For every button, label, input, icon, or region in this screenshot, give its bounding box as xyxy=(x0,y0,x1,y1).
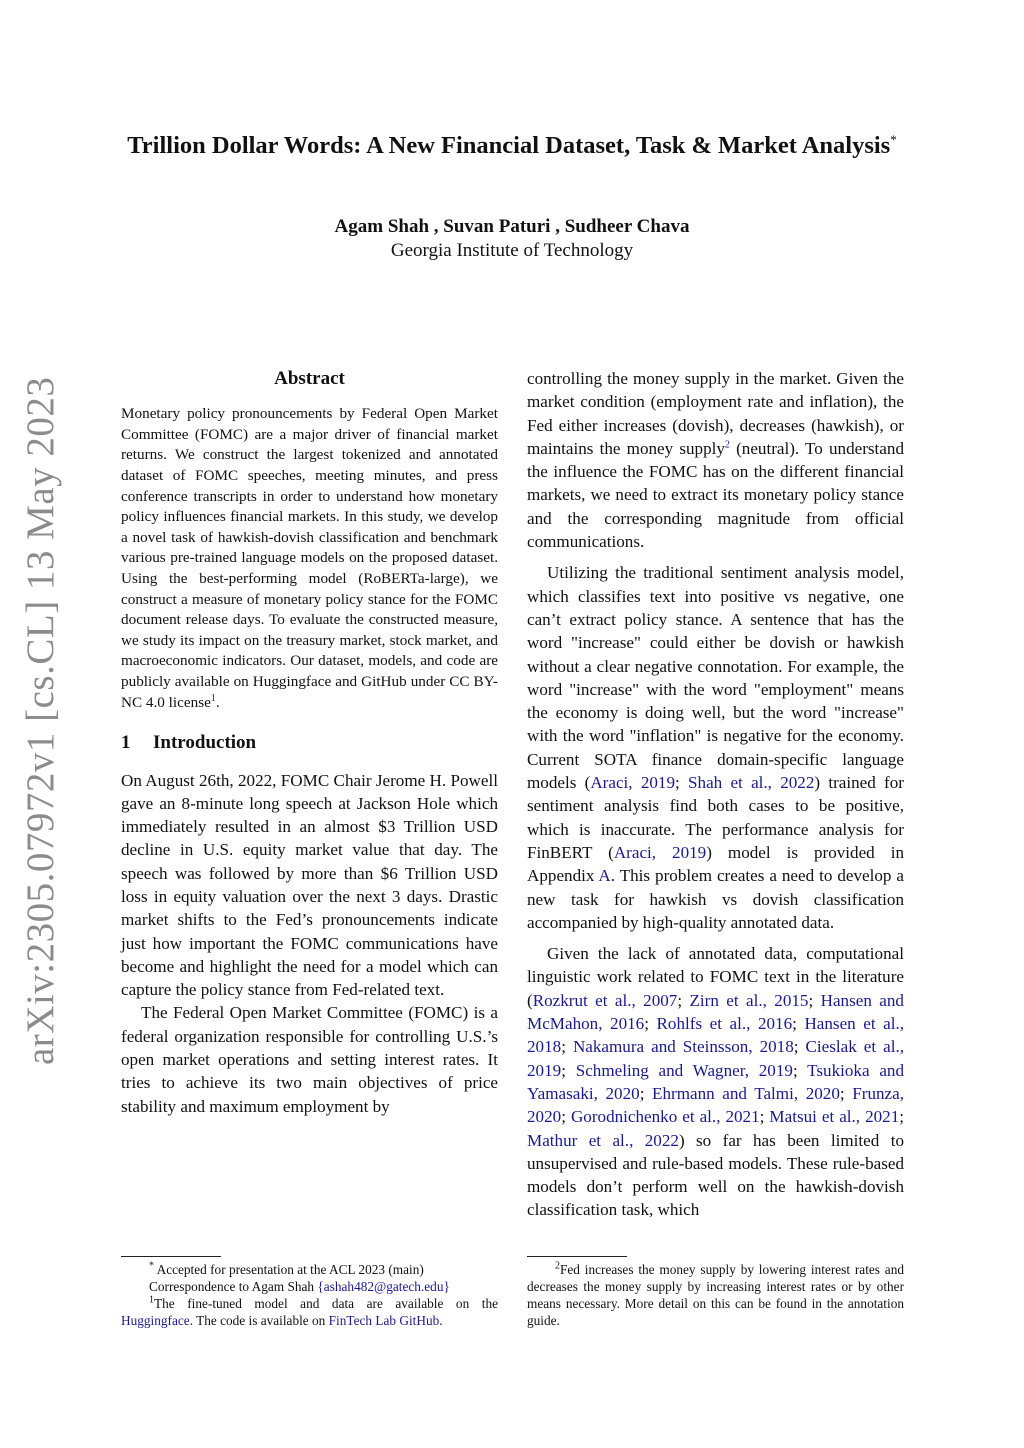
abstract-heading: Abstract xyxy=(274,368,345,389)
citation-link[interactable]: Zirn et al., 2015 xyxy=(689,990,809,1010)
footnote-rule xyxy=(527,1256,627,1257)
abstract-end: . xyxy=(215,693,220,711)
citation-link[interactable]: Rozkrut et al., 2007 xyxy=(532,990,678,1010)
text-span: controlling the money supply in the market. Given the market condition (employment rate and inflation), the Fed either increases (dovish), decreases (hawkish), or maintains the money supply xyxy=(527,369,904,458)
right-paragraph-1 xyxy=(527,367,904,553)
footnotes-right xyxy=(527,1256,904,1329)
citation-link[interactable]: Shah et al., 2022 xyxy=(688,773,815,793)
footnote-rule xyxy=(121,1256,221,1257)
title-footnote-mark: * xyxy=(890,131,897,147)
footnote-mark: 2 xyxy=(555,1260,560,1272)
intro-paragraph-1: On August 26th, 2022, FOMC Chair Jerome H. Powell gave an 8-minute long speech at Jackson Hole which immediately resulted in an almost $3 Trillion USD decline in U.S. equity market value that day. The speech was followed by more than $6 Trillion USD loss in equity valuation over the next 3 days. Drastic market shifts to the Fed’s pronouncements indicate just how important the FOMC communications have become and highlight the need for a model which can capture the policy stance from Fed-related text. xyxy=(121,770,498,1000)
citation-link[interactable]: Tsukioka and Yamasaki, 2020 xyxy=(527,1060,904,1103)
text-span: . The code is available on xyxy=(189,1313,329,1328)
footnote-2 xyxy=(527,1261,904,1329)
text-span: . This problem creates a need to develop a new task for hawkish vs dovish classification accompanied by high-quality annotated data. xyxy=(527,866,904,932)
citation-link[interactable]: Araci, 2019 xyxy=(590,773,676,793)
text-span: ) trained for sentiment analysis find both cases to be positive, which is inaccurate. The performance analysis for FinBERT ( xyxy=(527,773,904,862)
abstract-footnote-mark[interactable]: 1 xyxy=(210,692,216,704)
footnote-acceptance xyxy=(121,1261,498,1278)
citation-link[interactable]: Nakamura and Steinsson, 2018 xyxy=(572,1037,794,1057)
citation-link[interactable]: Mathur et al., 2022 xyxy=(527,1130,679,1150)
citation-link[interactable]: Araci, 2019 xyxy=(613,842,707,862)
text-span: Given the lack of annotated data, computational linguistic work related to FOMC text in the literature ( xyxy=(527,944,904,1010)
right-column xyxy=(527,367,904,1222)
affiliation: Georgia Institute of Technology xyxy=(390,240,634,261)
text-span: ; xyxy=(675,773,689,793)
text-span: Accepted for presentation at the ACL 2023 (main) xyxy=(154,1262,424,1277)
footnote-mark: * xyxy=(149,1260,154,1272)
text-span: . xyxy=(439,1313,443,1328)
section-number: 1 xyxy=(121,732,131,754)
citation-link[interactable]: Ehrmann and Talmi, 2020 xyxy=(652,1083,840,1103)
email-link[interactable]: {ashah482@gatech.edu} xyxy=(317,1279,450,1294)
right-paragraph-2 xyxy=(527,561,904,934)
huggingface-link[interactable]: Huggingface xyxy=(121,1313,190,1328)
paper-title xyxy=(0,132,1024,160)
abstract-body xyxy=(121,404,498,713)
citation-link[interactable]: Hansen et al., 2018 xyxy=(527,1014,904,1057)
citation-link[interactable]: Matsui et al., 2021 xyxy=(769,1107,900,1127)
citation-link[interactable]: Cieslak et al., 2019 xyxy=(527,1037,905,1080)
citation-link[interactable]: Hansen and McMahon, 2016 xyxy=(527,990,904,1034)
text-span: ) model is provided in Appendix xyxy=(527,842,904,886)
text-span: Correspondence to Agam Shah xyxy=(149,1279,318,1294)
footnote-correspondence xyxy=(121,1278,498,1295)
text-span: Fed increases the money supply by lowering interest rates and decreases the money supply by increasing interest rates or by other means necessary. More detail on this can be found in the annotation guide. xyxy=(527,1262,904,1328)
left-column xyxy=(121,367,498,1118)
citation-link[interactable]: Rohlfs et al., 2016 xyxy=(656,1014,793,1034)
footnote-2-mark[interactable]: 2 xyxy=(724,439,730,451)
text-span: (neutral). To understand the influence the FOMC has on the different financial markets, we need to extract its monetary policy stance and the corresponding magnitude from official communications. xyxy=(527,438,904,552)
abstract-text: Monetary policy pronouncements by Federal Open Market Committee (FOMC) are a major driver of financial market returns. We construct the largest tokenized and annotated dataset of FOMC speeches, meeting minutes, and press conference transcripts in order to understand how monetary policy influences financial markets. In this study, we develop a novel task of hawkish-dovish classification and benchmark various pre-trained language models on the proposed dataset. Using the best-performing model (RoBERTa-large), we construct a measure of monetary policy stance for the FOMC document release days. To evaluate the constructed measure, we study its impact on the treasury market, stock market, and macroeconomic indicators. Our dataset, models, and code are publicly available on Huggingface and GitHub under CC BY-NC 4.0 license xyxy=(121,405,498,711)
text-span: The fine-tuned model and data are available on the xyxy=(154,1296,498,1311)
right-paragraph-3: Given the lack of annotated data, computational linguistic work related to FOMC text in the literature (Rozkrut et al., 2007; Zirn et al., 2015; Hansen and McMahon, 2016; Rohlfs et al., 2016; Hansen et al., 2018; Nakamura and Steinsson, 2018; Cieslak et al., 2019; Schmeling and Wagner, 2019; Tsukioka and Yamasaki, 2020; Ehrmann and Talmi, 2020; Frunza, 2020; Gorodnichenko et al., 2021; Matsui et al., 2021; Mathur et al., 2022) so far has been limited to unsupervised and rule-based models. These rule-based models don’t perform well on the hawkish-dovish classification task, which xyxy=(527,944,905,1220)
arxiv-identifier-stamp: arXiv:2305.07972v1 [cs.CL] 13 May 2023 xyxy=(19,376,62,1065)
footnote-mark: 1 xyxy=(149,1294,154,1306)
citation-link[interactable]: Gorodnichenko et al., 2021 xyxy=(570,1107,760,1127)
intro-paragraph-2: The Federal Open Market Committee (FOMC) is a federal organization responsible for controlling U.S.’s open market operations and setting interest rates. It tries to achieve its two main objectives of price stability and maximum employment by xyxy=(121,1003,498,1116)
text-span: Utilizing the traditional sentiment analysis model, which classifies text into positive vs negative, one can’t extract policy stance. A sentence that has the word "increase" could either be dovish or hawkish without a clear negative connotation. For example, the word "increase" with the word "employment" means the economy is doing well, but the word "increase" with the word "inflation" is negative for the economy. Current SOTA finance domain-specific language models ( xyxy=(527,563,904,793)
section-heading-introduction xyxy=(121,731,498,754)
section-title: Introduction xyxy=(153,732,257,754)
github-link[interactable]: FinTech Lab GitHub xyxy=(328,1313,440,1328)
footnote-1 xyxy=(121,1295,498,1329)
footnotes-left xyxy=(121,1256,498,1329)
text-span: ) so far has been limited to unsupervised and rule-based models. These rule-based models don’t perform well on the hawkish-dovish classification task, which xyxy=(527,1130,904,1220)
citation-link[interactable]: Schmeling and Wagner, 2019 xyxy=(575,1060,793,1080)
appendix-link[interactable]: A xyxy=(598,866,611,886)
author-list: Agam Shah , Suvan Paturi , Sudheer Chava xyxy=(334,216,690,237)
paper-title-text: Trillion Dollar Words: A New Financial Dataset, Task & Market Analysis xyxy=(127,132,891,159)
citation-link[interactable]: Frunza, 2020 xyxy=(527,1083,904,1127)
